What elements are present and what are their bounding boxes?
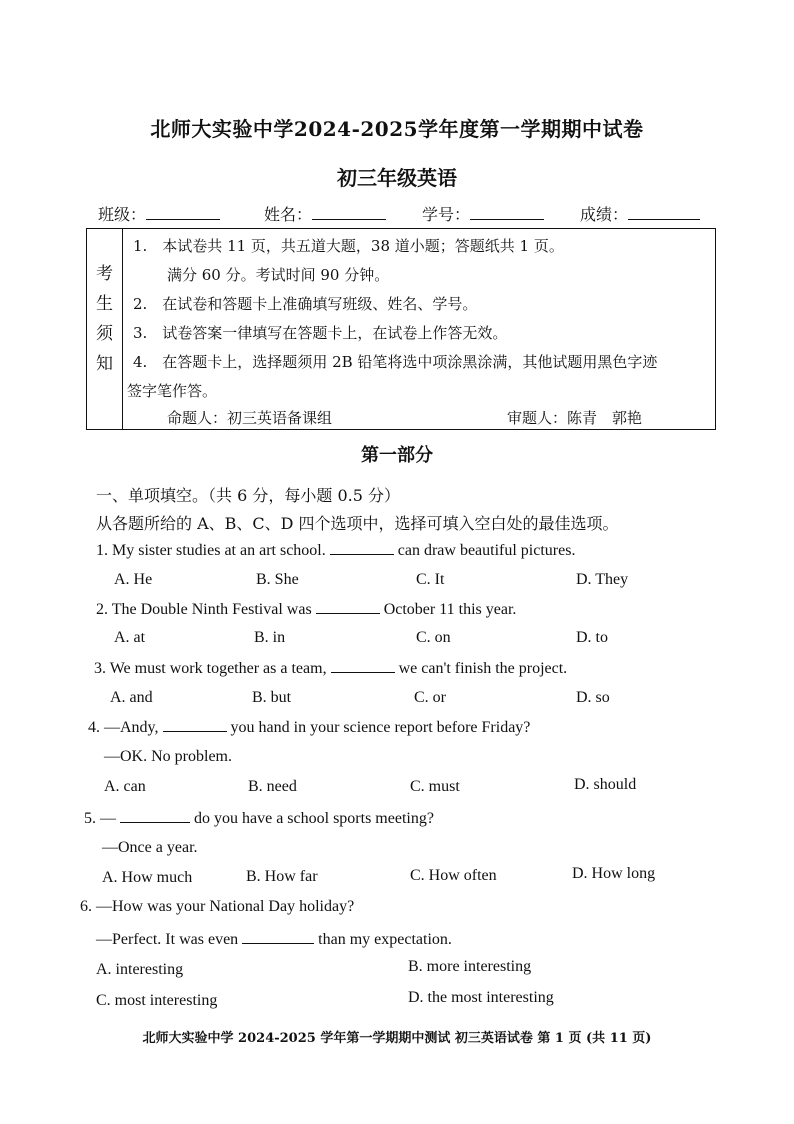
- option: B. more interesting: [408, 958, 532, 975]
- exam-notice-box: [86, 228, 716, 430]
- notice-line: 2. 在试卷和答题卡上准确填写班级、姓名、学号。: [133, 295, 478, 313]
- score-blank: [628, 203, 700, 220]
- notice-line: 4. 在答题卡上，选择题须用 2B 铅笔将选中项涂黑涂满，其他试题用黑色字迹: [133, 353, 658, 371]
- question-5: [84, 808, 434, 828]
- option: D. They: [576, 571, 629, 588]
- student-id-label: 学号：: [422, 205, 471, 224]
- section-title: 第一部分: [361, 445, 433, 466]
- question-text: you hand in your science report before Friday?: [230, 719, 531, 736]
- notice-reviewer: 审题人：陈青 郭艳: [507, 409, 643, 427]
- name-label: 姓名：: [264, 205, 313, 224]
- answer-blank: [242, 929, 314, 944]
- option: B. She: [256, 571, 299, 588]
- answer-blank: [330, 540, 394, 555]
- question-6-line2: [96, 929, 452, 949]
- option: C. on: [416, 629, 451, 646]
- notice-line: 满分 60 分。考试时间 90 分钟。: [167, 266, 390, 284]
- question-6: 6. —How was your National Day holiday?: [80, 898, 355, 915]
- option: A. interesting: [96, 961, 184, 978]
- score-label: 成绩：: [580, 205, 629, 224]
- class-field: [98, 202, 220, 225]
- option: C. How often: [410, 867, 497, 884]
- name-field: [264, 202, 386, 225]
- option: A. and: [110, 689, 153, 706]
- dialog-reply: —OK. No problem.: [104, 748, 232, 765]
- option: A. can: [104, 778, 146, 795]
- option: D. How long: [572, 865, 656, 882]
- notice-author: 命题人：初三英语备课组: [167, 409, 333, 427]
- question-1: [96, 540, 575, 560]
- notice-side-char: 考: [96, 264, 113, 284]
- question-2: [96, 599, 516, 619]
- option: C. most interesting: [96, 992, 218, 1009]
- question-3: [94, 658, 567, 678]
- option: A. at: [114, 629, 146, 646]
- page-footer: 北师大实验中学 2024-2025 学年第一学期期中测试 初三英语试卷 第 1 页 (共 11 页): [142, 1031, 652, 1046]
- question-text: 2. The Double Ninth Festival was: [96, 601, 312, 618]
- option: C. or: [414, 689, 446, 706]
- notice-side-char: 生: [96, 294, 113, 314]
- question-text: October 11 this year.: [383, 601, 517, 618]
- answer-blank: [163, 717, 227, 732]
- question-text: can draw beautiful pictures.: [397, 542, 576, 559]
- name-blank: [312, 203, 386, 220]
- answer-blank: [331, 658, 395, 673]
- question-text: 1. My sister studies at an art school.: [96, 542, 326, 559]
- option: B. but: [252, 689, 292, 706]
- question-4: [88, 717, 530, 737]
- exam-subtitle: 初三年级英语: [337, 166, 457, 190]
- question-text: 4. —Andy,: [88, 719, 159, 736]
- option: B. in: [254, 629, 286, 646]
- notice-line: 签字笔作答。: [127, 382, 218, 400]
- option: C. It: [416, 571, 445, 588]
- answer-blank: [316, 599, 380, 614]
- question-text: we can't finish the project.: [398, 660, 568, 677]
- exam-title: 北师大实验中学2024-2025学年度第一学期期中试卷: [150, 117, 644, 141]
- student-id-field: [422, 202, 544, 225]
- question-text: do you have a school sports meeting?: [194, 810, 434, 827]
- option: B. How far: [246, 868, 318, 885]
- notice-line: 1. 本试卷共 11 页，共五道大题，38 道小题；答题纸共 1 页。: [133, 237, 564, 255]
- class-label: 班级：: [98, 205, 147, 224]
- option: D. should: [574, 776, 637, 793]
- option: B. need: [248, 778, 297, 795]
- notice-side-char: 知: [96, 354, 113, 374]
- question-text: —Perfect. It was even: [96, 931, 239, 948]
- class-blank: [146, 203, 220, 220]
- dialog-reply: —Once a year.: [102, 839, 198, 856]
- option: A. He: [114, 571, 153, 588]
- student-id-blank: [470, 203, 544, 220]
- option: D. to: [576, 629, 608, 646]
- question-text: than my expectation.: [318, 931, 452, 948]
- notice-side-char: 须: [96, 324, 113, 344]
- question-text: 5. —: [84, 810, 116, 827]
- score-field: [580, 202, 700, 225]
- option: C. must: [410, 778, 460, 795]
- option: D. so: [576, 689, 610, 706]
- option: A. How much: [102, 869, 193, 886]
- notice-side-label: [87, 229, 123, 429]
- notice-line: 3. 试卷答案一律填写在答题卡上，在试卷上作答无效。: [133, 324, 508, 342]
- answer-blank: [120, 808, 190, 823]
- part1-heading: 一、单项填空。（共 6 分，每小题 0.5 分）: [96, 486, 400, 505]
- question-text: 3. We must work together as a team,: [94, 660, 327, 677]
- part1-instruction: 从各题所给的 A、B、C、D 四个选项中，选择可填入空白处的最佳选项。: [96, 514, 619, 533]
- option: D. the most interesting: [408, 989, 554, 1006]
